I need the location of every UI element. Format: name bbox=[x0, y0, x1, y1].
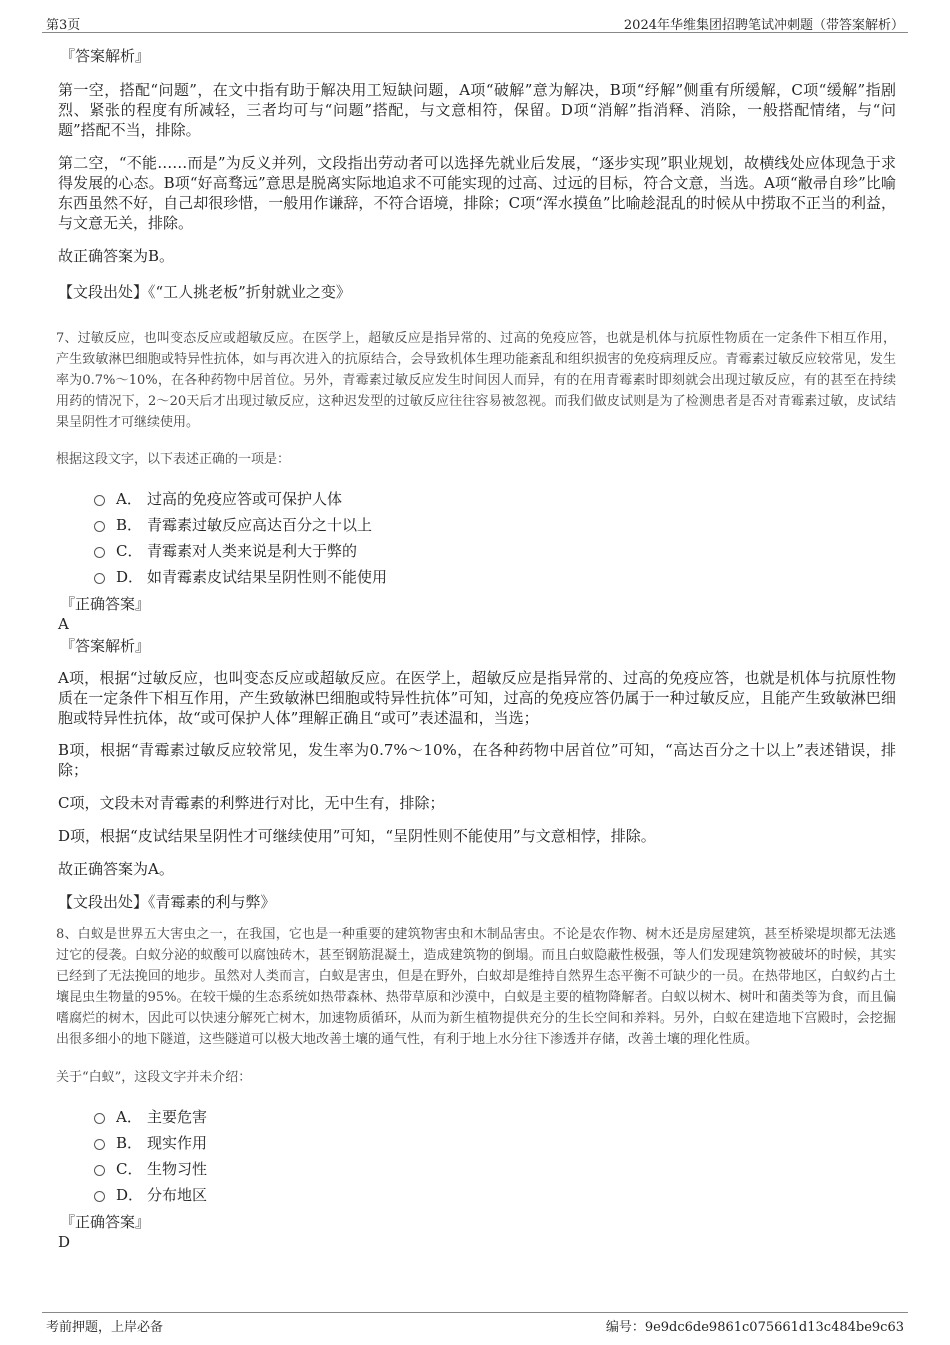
option-letter: B． bbox=[116, 515, 143, 534]
conclusion: 故正确答案为B。 bbox=[58, 247, 175, 265]
option-list bbox=[94, 1103, 896, 1207]
question-passage: 7、过敏反应，也叫变态反应或超敏反应。在医学上，超敏反应是指异常的、过高的免疫应答，也就是机体与抗原性物质在一定条件下相互作用，产生致敏淋巴细胞或特异性抗体，如与再次进入的抗原结合，会导致机体生理功能紊乱和组织损害的免疫病理反应。青霉素过敏反应较常见，发生率为0.7%～10%，在各种药物中居首位。另外，青霉素过敏反应发生时间因人而异，有的在用青霉素时即刻就会出现过敏反应，有的甚至在持续用药的情况下，2～20天后才出现过敏反应，这种迟发型的过敏反应往往容易被忽视。而我们做皮试则是为了检测患者是否对青霉素过敏，皮试结果呈阴性才可继续使用。 bbox=[56, 331, 896, 430]
question-prompt: 关于“白蚁”，这段文字并未介绍： bbox=[56, 1070, 252, 1085]
option-letter: B． bbox=[116, 1133, 143, 1152]
analysis-paragraph: C项，文段未对青霉素的利弊进行对比，无中生有，排除； bbox=[58, 794, 445, 812]
option-a[interactable] bbox=[94, 1103, 896, 1129]
question-passage: 8、白蚁是世界五大害虫之一，在我国，它也是一种重要的建筑物害虫和木制品害虫。不论是农作物、树木还是房屋建筑，甚至桥梁堤坝都无法逃过它的侵袭。白蚁分泌的蚁酸可以腐蚀砖木，甚至钢筋混凝土，造成建筑物的倒塌。而且白蚁隐蔽性极强，等人们发现建筑物被破坏的时候，其实已经到了无法挽回的地步。虽然对人类而言，白蚁是害虫，但是在野外，白蚁却是维持自然界生态平衡不可缺少的一员。在热带地区，白蚁约占土壤昆虫生物量的95%。在较干燥的生态系统如热带森林、热带草原和沙漠中，白蚁是主要的植物降解者。白蚁以树木、树叶和菌类等为食，而且偏嗜腐烂的树木，因此可以快速分解死亡树木，加速物质循环，从而为新生植物提供充分的生长空间和养料。另外，白蚁在建造地下宫殿时，会挖掘出很多细小的地下隧道，这些隧道可以极大地改善土壤的通气性，有利于地上水分往下渗透并存储，改善土壤的理化性质。 bbox=[56, 927, 896, 1047]
source-citation: 【文段出处】《“工人挑老板”折射就业之变》 bbox=[58, 283, 351, 301]
analysis-label: 『答案解析』 bbox=[60, 637, 151, 655]
option-letter: D． bbox=[116, 567, 144, 586]
analysis-paragraph: D项，根据“皮试结果呈阴性才可继续使用”可知，“呈阴性则不能使用”与文意相悖，排除。 bbox=[58, 827, 656, 845]
analysis-paragraph: B项，根据“青霉素过敏反应较常见，发生率为0.7%～10%，在各种药物中居首位”可知，“高达百分之十以上”表述错误，排除； bbox=[58, 741, 896, 779]
option-text: 分布地区 bbox=[147, 1185, 208, 1204]
page-footer bbox=[42, 1312, 908, 1335]
radio-icon[interactable] bbox=[94, 1113, 105, 1124]
analysis-paragraph: 第二空，“不能……而是”为反义并列，文段指出劳动者可以选择先就业后发展，“逐步实现”职业规划，故横线处应体现急于求得发展的心态。B项“好高骛远”意思是脱离实际地追求不可能实现的过高、过远的目标，符合文意，当选。A项“敝帚自珍”比喻东西虽然不好，自己却很珍惜，一般用作谦辞，不符合语境，排除；C项“浑水摸鱼”比喻趁混乱的时候从中捞取不正当的利益，与文意无关，排除。 bbox=[58, 154, 896, 232]
correct-answer: A bbox=[58, 615, 69, 633]
correct-answer-label: 『正确答案』 bbox=[60, 1213, 151, 1231]
option-text: 如青霉素皮试结果呈阴性则不能使用 bbox=[147, 567, 388, 586]
option-list bbox=[94, 485, 896, 589]
conclusion: 故正确答案为A。 bbox=[58, 860, 174, 878]
option-d[interactable] bbox=[94, 1181, 896, 1207]
radio-icon[interactable] bbox=[94, 573, 105, 584]
radio-icon[interactable] bbox=[94, 547, 105, 558]
radio-icon[interactable] bbox=[94, 521, 105, 532]
option-b[interactable] bbox=[94, 1129, 896, 1155]
document-title: 2024年华维集团招聘笔试冲刺题（带答案解析） bbox=[623, 18, 904, 33]
source-citation: 【文段出处】《青霉素的利与弊》 bbox=[58, 893, 276, 911]
option-letter: C． bbox=[116, 1159, 143, 1178]
option-text: 过高的免疫应答或可保护人体 bbox=[147, 489, 343, 508]
option-text: 主要危害 bbox=[147, 1107, 208, 1126]
radio-icon[interactable] bbox=[94, 495, 105, 506]
analysis-paragraph: A项，根据“过敏反应，也叫变态反应或超敏反应。在医学上，超敏反应是指异常的、过高的免疫应答，也就是机体与抗原性物质在一定条件下相互作用，产生致敏淋巴细胞或特异性抗体”可知，过高的免疫应答仍属于一种过敏反应，且能产生致敏淋巴细胞或特异性抗体，故“或可保护人体”理解正确且“或可”表述温和，当选； bbox=[58, 669, 896, 727]
correct-answer: D bbox=[58, 1233, 71, 1251]
option-letter: A． bbox=[116, 1107, 142, 1126]
footer-slogan: 考前押题，上岸必备 bbox=[46, 1320, 164, 1335]
page-content bbox=[56, 36, 896, 1251]
page-header bbox=[42, 12, 908, 33]
option-text: 青霉素过敏反应高达百分之十以上 bbox=[147, 515, 373, 534]
option-a[interactable] bbox=[94, 485, 896, 511]
option-c[interactable] bbox=[94, 537, 896, 563]
document-id: 编号：9e9dc6de9861c075661d13c484be9c63 bbox=[605, 1320, 904, 1335]
option-d[interactable] bbox=[94, 563, 896, 589]
page-number: 第3页 bbox=[46, 18, 81, 33]
option-text: 青霉素对人类来说是利大于弊的 bbox=[147, 541, 358, 560]
radio-icon[interactable] bbox=[94, 1165, 105, 1176]
option-letter: C． bbox=[116, 541, 143, 560]
option-c[interactable] bbox=[94, 1155, 896, 1181]
option-text: 生物习性 bbox=[147, 1159, 208, 1178]
question-prompt: 根据这段文字，以下表述正确的一项是： bbox=[56, 452, 291, 467]
analysis-paragraph: 第一空，搭配“问题”，在文中指有助于解决用工短缺问题，A项“破解”意为解决，B项“纾解”侧重有所缓解，C项“缓解”指剧烈、紧张的程度有所减轻，三者均可与“问题”搭配，与文意相符，保留。D项“消解”指消释、消除，一般搭配情绪，与“问题”搭配不当，排除。 bbox=[58, 81, 896, 139]
radio-icon[interactable] bbox=[94, 1139, 105, 1150]
option-letter: D． bbox=[116, 1185, 144, 1204]
analysis-label: 『答案解析』 bbox=[60, 47, 151, 65]
option-letter: A． bbox=[116, 489, 142, 508]
correct-answer-label: 『正确答案』 bbox=[60, 595, 151, 613]
option-text: 现实作用 bbox=[147, 1133, 208, 1152]
option-b[interactable] bbox=[94, 511, 896, 537]
radio-icon[interactable] bbox=[94, 1191, 105, 1202]
